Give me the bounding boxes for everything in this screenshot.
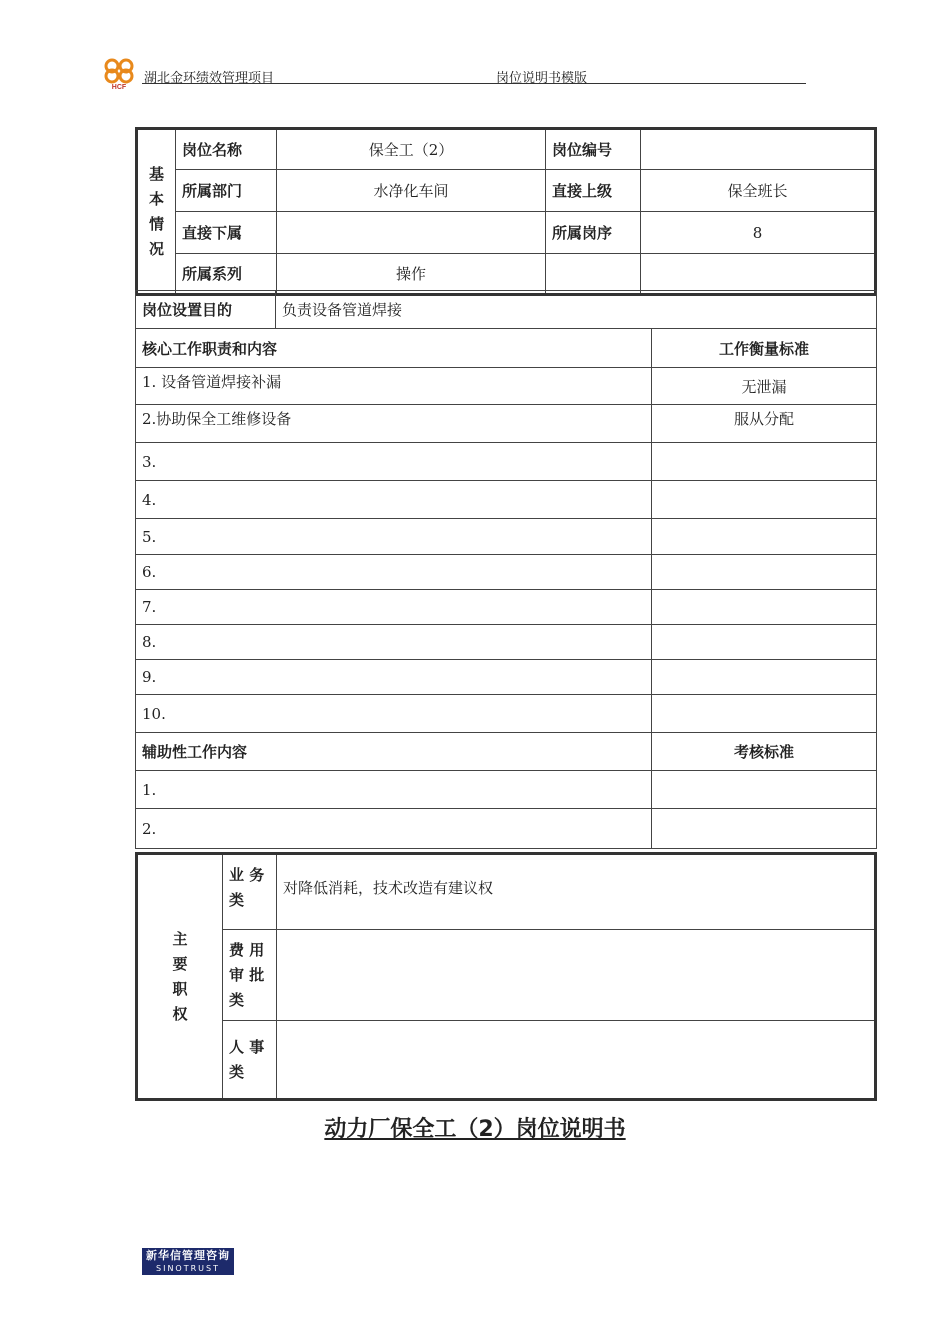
value-position-code — [641, 129, 876, 170]
job-description-form — [131, 125, 881, 1103]
core-duty-standard — [652, 443, 877, 481]
value-position-name: 保全工（2） — [277, 129, 546, 170]
label-series: 所属系列 — [176, 254, 277, 295]
aux-duty-standard — [652, 809, 877, 849]
document-title: 动力厂保全工（2）岗位说明书 — [324, 1117, 626, 1142]
core-duty-item: 1. 设备管道焊接补漏 — [136, 368, 652, 405]
core-duty-item: 6. — [136, 555, 652, 590]
core-duty-standard: 服从分配 — [652, 405, 877, 443]
value-direct-superior: 保全班长 — [641, 170, 876, 212]
duties-table — [135, 290, 877, 849]
label-position-name: 岗位名称 — [176, 129, 277, 170]
empty-label-cell — [546, 254, 641, 295]
authority-value-personnel — [277, 1021, 876, 1100]
core-standard-header: 工作衡量标准 — [652, 329, 877, 368]
core-duty-standard — [652, 481, 877, 519]
page-header — [100, 60, 806, 90]
core-duty-item: 9. — [136, 660, 652, 695]
header-rule — [142, 83, 806, 84]
aux-duty-standard — [652, 771, 877, 809]
core-duty-standard: 无泄漏 — [652, 368, 877, 405]
label-department: 所属部门 — [176, 170, 277, 212]
value-purpose: 负责设备管道焊接 — [276, 291, 877, 329]
core-duty-item: 5. — [136, 519, 652, 555]
label-direct-superior: 直接上级 — [546, 170, 641, 212]
label-position-code: 岗位编号 — [546, 129, 641, 170]
aux-duty-item: 1. — [136, 771, 652, 809]
project-name: 湖北金环绩效管理项目 — [144, 71, 275, 86]
core-duty-standard — [652, 625, 877, 660]
core-duty-standard — [652, 695, 877, 733]
core-duty-item: 2.协助保全工维修设备 — [136, 405, 652, 443]
value-direct-subordinate — [277, 212, 546, 254]
aux-duty-item: 2. — [136, 809, 652, 849]
core-duties-header: 核心工作职责和内容 — [136, 329, 652, 368]
authority-table — [135, 852, 877, 1101]
sinotrust-logo-en: SINOTRUST — [156, 1264, 220, 1273]
core-duty-standard — [652, 660, 877, 695]
core-duty-standard — [652, 590, 877, 625]
core-duty-item: 4. — [136, 481, 652, 519]
label-direct-subordinate: 直接下属 — [176, 212, 277, 254]
core-duty-standard — [652, 519, 877, 555]
core-duty-item: 10. — [136, 695, 652, 733]
aux-standard-header: 考核标准 — [652, 733, 877, 771]
value-series: 操作 — [277, 254, 546, 295]
authority-label-business: 业 务 类 — [223, 854, 277, 930]
basic-info-table — [135, 127, 877, 296]
core-duty-item: 3. — [136, 443, 652, 481]
authority-value-expense — [277, 930, 876, 1021]
aux-duties-header: 辅助性工作内容 — [136, 733, 652, 771]
authority-label-personnel: 人 事 类 — [223, 1021, 277, 1100]
hcf-logo-icon — [100, 56, 138, 90]
template-name: 岗位说明书模版 — [496, 71, 588, 86]
label-position-rank: 所属岗序 — [546, 212, 641, 254]
basic-info-section-label: 基 本 情 况 — [137, 129, 176, 295]
label-purpose: 岗位设置目的 — [136, 291, 276, 329]
core-duty-item: 8. — [136, 625, 652, 660]
authority-label-expense: 费 用 审 批 类 — [223, 930, 277, 1021]
empty-value-cell — [641, 254, 876, 295]
authority-value-business: 对降低消耗，技术改造有建议权 — [277, 854, 876, 930]
sinotrust-logo — [142, 1248, 234, 1275]
core-duty-standard — [652, 555, 877, 590]
svg-text:HCF: HCF — [111, 84, 127, 90]
sinotrust-logo-cn: 新华信管理咨询 — [146, 1249, 230, 1262]
authority-section-label: 主 要 职 权 — [137, 854, 223, 1100]
value-department: 水净化车间 — [277, 170, 546, 212]
core-duty-item: 7. — [136, 590, 652, 625]
value-position-rank: 8 — [641, 212, 876, 254]
